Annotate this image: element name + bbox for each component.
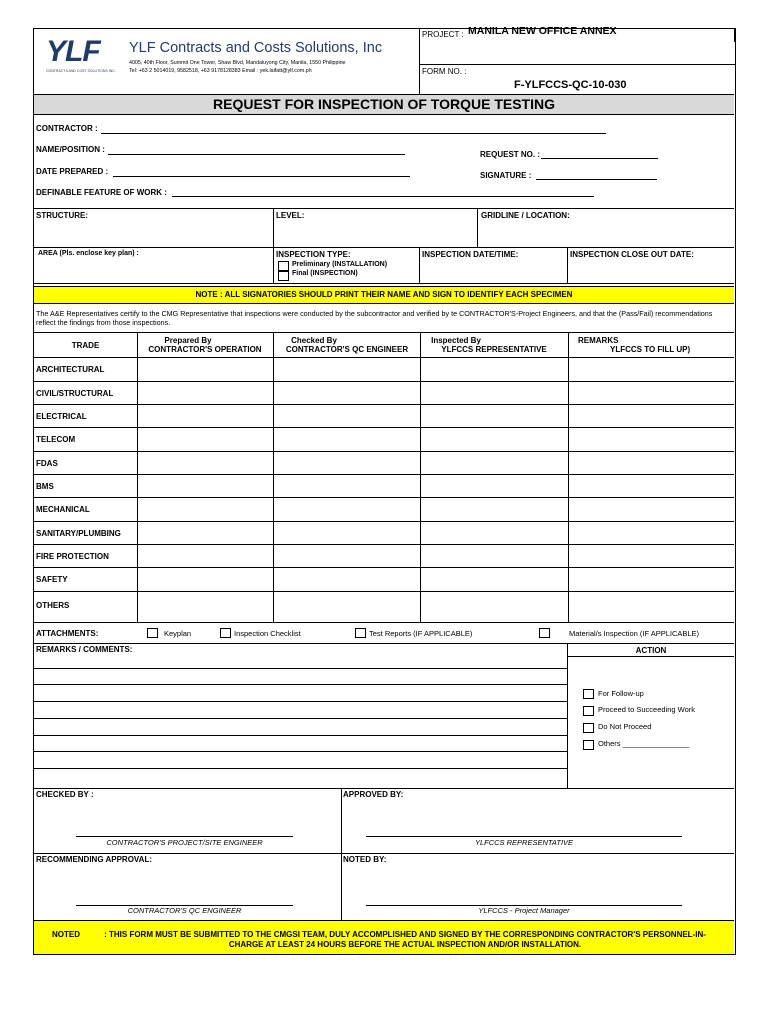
location-mid-line: [34, 247, 734, 248]
certify-text: The A&E Representatives certify to the CMG Representative that inspections were conducted by the subcontractor and verified by te CONTRACTOR'S-Project Engineers, and that the (Pass/Fail) recommendations reflect the findings from those inspections.: [36, 309, 713, 327]
signature-top: [34, 788, 734, 789]
trade-row-label: SAFETY: [36, 575, 68, 584]
inspection-type-label: INSPECTION TYPE:: [276, 250, 351, 259]
header-prepared-line1: Prepared By: [164, 336, 212, 345]
signature-line: [536, 179, 657, 180]
page-title: REQUEST FOR INSPECTION OF TORQUE TESTING: [213, 96, 555, 112]
remarks-line: [34, 718, 567, 719]
remarks-line: [34, 668, 567, 669]
trade-row-label: ELECTRICAL: [36, 412, 87, 421]
attachments-label: ATTACHMENTS:: [36, 629, 99, 638]
structure-label: STRUCTURE:: [36, 211, 88, 220]
trade-col4: [568, 332, 569, 622]
header-inspected-line2: YLFCCS REPRESENTATIVE: [441, 345, 547, 354]
form-frame: [33, 28, 736, 955]
checked-by-role: CONTRACTOR'S PROJECT/SITE ENGINEER: [106, 838, 263, 847]
checked-by-label: CHECKED BY :: [36, 790, 94, 799]
final-label: Final (INSPECTION): [292, 270, 358, 277]
trade-row-label: ARCHITECTURAL: [36, 365, 105, 374]
trade-row-line: [34, 404, 734, 405]
approved-by-label: APPROVED BY:: [343, 790, 404, 799]
form-no-value: F-YLFCCS-QC-10-030: [514, 79, 627, 91]
signatory-note-text: NOTE : ALL SIGNATORIES SHOULD PRINT THEIR NAME AND SIGN TO IDENTIFY EACH SPECIMEN: [195, 290, 573, 299]
signatory-note: [34, 286, 734, 304]
signature-label: SIGNATURE :: [480, 171, 532, 180]
trade-row-label: CIVIL/STRUCTURAL: [36, 389, 114, 398]
trade-row-line: [34, 497, 734, 498]
contractor-line: [101, 133, 606, 134]
others-checkbox[interactable]: [583, 740, 594, 750]
final-checkbox[interactable]: [278, 271, 289, 281]
logo-subtext: CONTRACTS AND COST SOLUTIONS INC.: [46, 69, 116, 73]
action-header-line: [567, 656, 734, 657]
trade-row-line: [34, 427, 734, 428]
company-name: YLF Contracts and Costs Solutions, Inc: [129, 40, 383, 56]
do-not-proceed-label: Do Not Proceed: [598, 722, 652, 731]
project-label: PROJECT :: [422, 30, 464, 39]
inspection-datetime-label: INSPECTION DATE/TIME:: [422, 250, 519, 259]
header-inspected-line1: Inspected By: [431, 336, 481, 345]
project-value: MANILA NEW OFFICE ANNEX: [468, 25, 617, 37]
do-not-proceed-checkbox[interactable]: [583, 723, 594, 733]
header-remarks-line1: REMARKS: [578, 336, 619, 345]
noted-by-role: YLFCCS - Project Manager: [478, 906, 570, 915]
footer-note: [34, 920, 734, 954]
area-label: AREA (Pls. enclose key plan) :: [38, 250, 139, 257]
trade-row-line: [34, 451, 734, 452]
definable-feature-line: [172, 196, 594, 197]
name-position-label: NAME/POSITION :: [36, 145, 105, 154]
trade-header-bottom: [34, 357, 734, 358]
trade-row-label: FDAS: [36, 459, 58, 468]
trade-row-label: FIRE PROTECTION: [36, 552, 109, 561]
approved-by-sign-line: [366, 836, 682, 837]
trade-col2: [273, 332, 274, 622]
company-logo: [46, 37, 126, 79]
test-reports-label: Test Reports (IF APPLICABLE): [369, 629, 473, 638]
noted-by-label: NOTED BY:: [343, 855, 387, 864]
keyplan-checkbox[interactable]: [147, 628, 158, 638]
footer-note-text: : THIS FORM MUST BE SUBMITTED TO THE CMGSI TEAM, DULY ACCOMPLISHED AND SIGNED BY THE CORRESPONDING CONTRACTOR'S PERSONNEL-IN-CHARGE AT LEAST 24 HOURS BEFORE THE ACTUAL INSPECTION AND/OR INSTALLATION.: [104, 930, 706, 949]
checked-by-sign-line: [76, 836, 293, 837]
trade-row-label: SANITARY/PLUMBING: [36, 529, 121, 538]
inspection-checklist-checkbox[interactable]: [220, 628, 231, 638]
location-top-line: [34, 208, 734, 209]
proceed-checkbox[interactable]: [583, 706, 594, 716]
material-inspection-label: Material/s Inspection (IF APPLICABLE): [569, 629, 700, 638]
trade-table-bottom: [34, 622, 734, 623]
header-checked-line1: Checked By: [291, 336, 337, 345]
signature-divider: [341, 788, 342, 920]
signature-mid: [34, 853, 734, 854]
trade-col1: [137, 332, 138, 622]
logo-text: YLF: [46, 35, 100, 68]
title-bar: [34, 94, 734, 115]
recommending-role: CONTRACTOR'S QC ENGINEER: [127, 906, 242, 915]
request-no-line: [541, 158, 658, 159]
others-label: Others ________________: [598, 739, 690, 748]
preliminary-checkbox[interactable]: [278, 261, 289, 271]
header-right-edge: [734, 28, 735, 42]
request-no-label: REQUEST NO. :: [480, 150, 541, 159]
inspection-checklist-label: Inspection Checklist: [234, 629, 301, 638]
trade-row-line: [34, 544, 734, 545]
header-checked-line2: CONTRACTOR'S QC ENGINEER: [285, 345, 409, 354]
trade-row-label: BMS: [36, 482, 54, 491]
proceed-label: Proceed to Succeeding Work: [598, 705, 695, 714]
close-out-label: INSPECTION CLOSE OUT DATE:: [570, 250, 694, 259]
contractor-label: CONTRACTOR :: [36, 124, 98, 133]
trade-table-top: [34, 332, 734, 333]
header-trade: TRADE: [71, 341, 100, 350]
remarks-top: [34, 643, 734, 644]
company-contact: Tel: +63 2 5014019, 9582518, +63 9178128383 Email : yek.laifatt@ylf.com.ph: [129, 68, 312, 74]
remarks-line: [34, 768, 567, 769]
trade-row-line: [34, 567, 734, 568]
form-no-label: FORM NO. :: [422, 67, 467, 76]
level-label: LEVEL:: [276, 211, 305, 220]
approved-by-role: YLFCCS REPRESENTATIVE: [474, 838, 574, 847]
gridline-label: GRIDLINE / LOCATION:: [481, 211, 570, 220]
recommending-label: RECOMMENDING APPROVAL:: [36, 855, 152, 864]
loc-col4: [567, 247, 568, 283]
company-address: 4005, 40th Floor, Summit One Tower, Shaw Blvd, Mandaluyong City, Manila, 1550 Philippine: [129, 60, 346, 66]
remarks-line: [34, 751, 567, 752]
remarks-label: REMARKS / COMMENTS:: [36, 645, 133, 654]
remarks-line: [34, 735, 567, 736]
loc-col2: [477, 208, 478, 247]
for-follow-up-checkbox[interactable]: [583, 689, 594, 699]
loc-col3: [419, 247, 420, 283]
trade-row-label: OTHERS: [36, 601, 70, 610]
action-label: ACTION: [635, 646, 667, 655]
remarks-line: [34, 684, 567, 685]
trade-row-line: [34, 521, 734, 522]
for-follow-up-label: For Follow-up: [598, 689, 644, 698]
trade-row-line: [34, 381, 734, 382]
definable-feature-label: DEFINABLE FEATURE OF WORK :: [36, 188, 167, 197]
trade-row-line: [34, 474, 734, 475]
date-prepared-line: [113, 176, 410, 177]
preliminary-label: Preliminary (INSTALLATION): [292, 261, 388, 268]
trade-col3: [420, 332, 421, 622]
remarks-line: [34, 701, 567, 702]
date-prepared-label: DATE PREPARED :: [36, 167, 109, 176]
header-mid-line: [419, 64, 735, 65]
trade-row-label: MECHANICAL: [36, 505, 90, 514]
keyplan-label: Keyplan: [164, 629, 192, 638]
location-bottom-line: [34, 283, 734, 284]
loc-col1: [273, 208, 274, 283]
material-inspection-checkbox[interactable]: [539, 628, 550, 638]
test-reports-checkbox[interactable]: [355, 628, 366, 638]
remarks-action-divider: [567, 643, 568, 788]
header-prepared-line2: CONTRACTOR'S OPERATION: [148, 345, 262, 354]
footer-noted-label: NOTED: [52, 930, 80, 939]
name-position-line: [108, 154, 405, 155]
trade-row-line: [34, 591, 734, 592]
header-remarks-line2: YLFCCS TO FILL UP): [610, 345, 691, 354]
header-divider: [419, 28, 420, 94]
trade-row-label: TELECOM: [36, 435, 76, 444]
